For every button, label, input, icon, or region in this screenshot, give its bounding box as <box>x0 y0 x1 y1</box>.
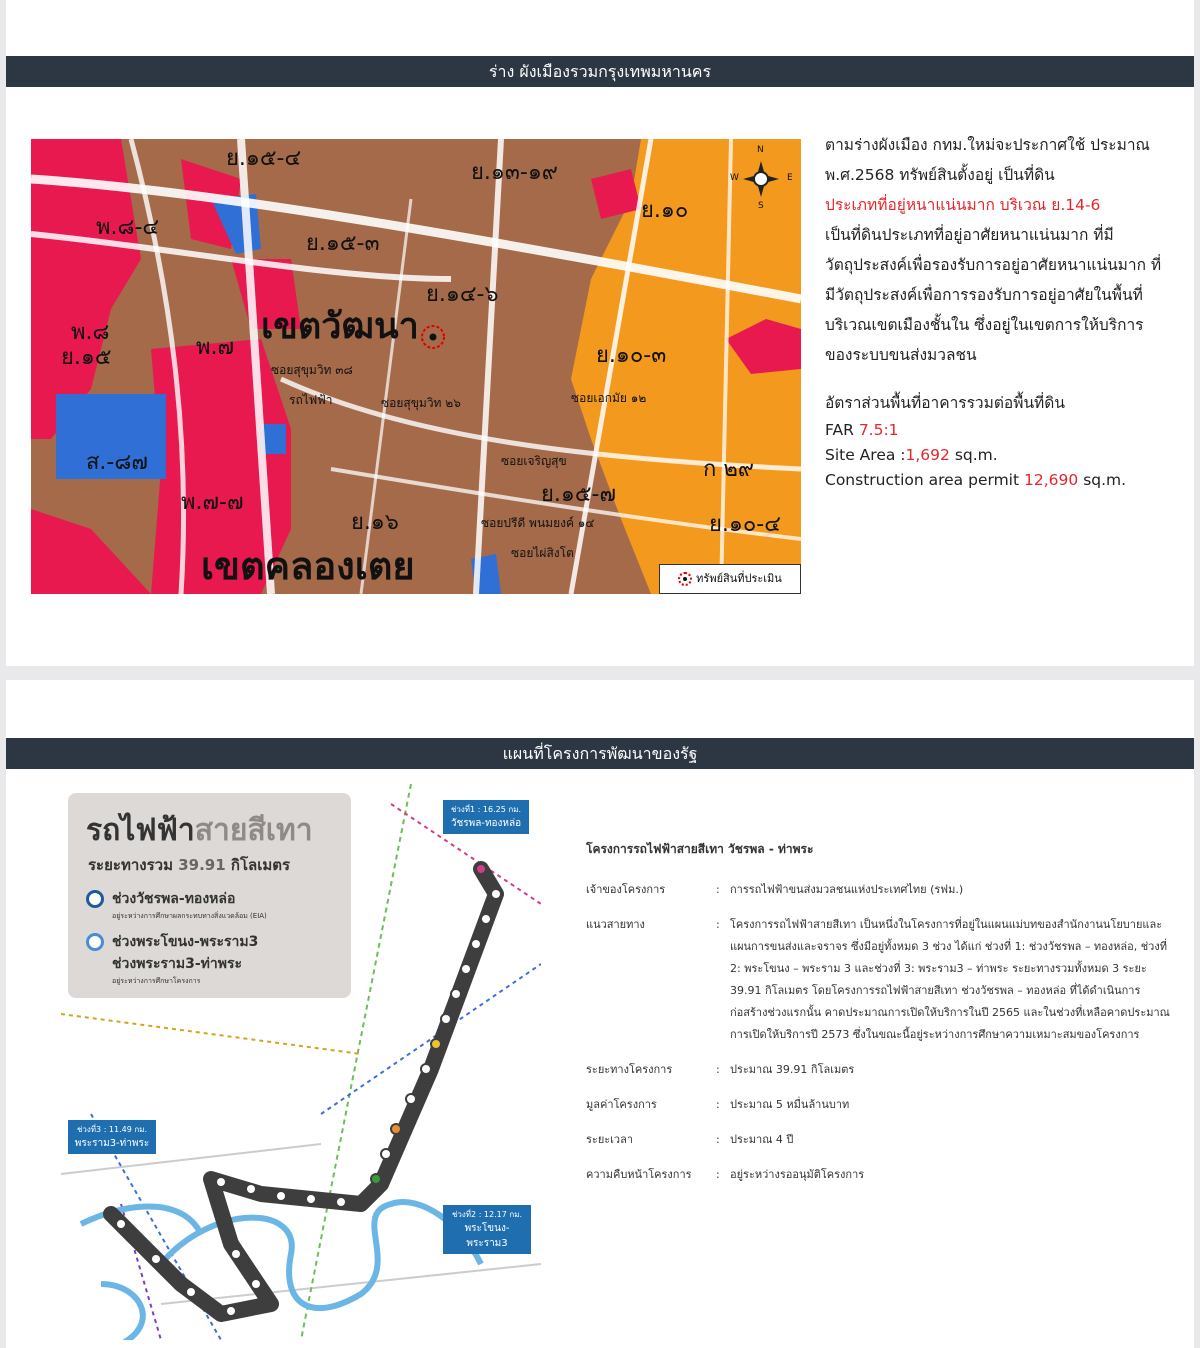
info-text: เป็นที่ดินประเภทที่อยู่อาศัยหนาแน่นมาก ที่มีวัตถุประสงค์เพื่อรองรับการอยู่อาศัยหนาแน่นมาก ที่มีวัตถุประสงค์เพื่อการรองรับการอยู่อาศัยในพื้นที่บริเวณเขตเมืองชั้นใน ซึ่งอยู่ในเขตการให้บริการของระบบขนส่งมวลชน <box>825 226 1162 364</box>
page-zoning <box>6 0 1194 666</box>
construction-unit: sq.m. <box>1083 471 1127 489</box>
detail-key: ระยะทางโครงการ <box>586 1063 673 1076</box>
info-text: ตามร่างผังเมือง กทม.ใหม่จะประกาศใช้ ประมาณ พ.ศ.2568 ทรัพย์สินตั้งอยู่ เป็นที่ดิน <box>825 136 1150 184</box>
phase-note: อยู่ระหว่างการศึกษาผลกระทบทางสิ่งแวดล้อม (EIA) <box>112 912 267 920</box>
callout-line: ช่วงที่1 : 16.25 กม. <box>450 805 522 814</box>
phase3-callout <box>68 1120 156 1154</box>
road-label: ซอยสุขุมวิท ๒๖ <box>381 396 461 410</box>
distance-value: 39.91 <box>178 856 226 874</box>
construction-label: Construction area permit <box>825 471 1020 489</box>
road-label: ซอยเอกมัย ๑๒ <box>571 391 647 405</box>
zone-label: ย.๑๖ <box>351 510 399 535</box>
detail-key: ความคืบหน้าโครงการ <box>586 1168 692 1181</box>
line-distance <box>88 853 290 877</box>
callout-line: พระโขนง-พระราม3 <box>464 1223 510 1249</box>
zone-label: ย.๑๐-๓ <box>596 343 667 368</box>
detail-value: โครงการรถไฟฟ้าสายสีเทา เป็นหนึ่งในโครงการที่อยู่ในแผนแม่บทของสำนักงานนโยบายและแผนการขนส่งและจราจร ซึ่งมีอยู่ทั้งหมด 3 ช่วง ได้แก่ ช่วงที่ 1: ช่วงวัชรพล – ทองหล่อ, ช่วงที่ 2: พระโขนง – พระราม 3 และช่วงที่ 3: พระราม3 – ท่าพระ ระยะทางรวมทั้งหมด 3 ระยะ 39.91 กิโลเมตร โดยโครงการรถไฟฟ้าสายสีเทา ช่วงวัชรพล – ทองหล่อ ที่ได้ดำเนินการก่อสร้างช่วงแรกนั้น คาดประมาณการเปิดให้บริการในปี 2565 และในช่วงที่เหลือคาดประมาณการเปิดให้บริการปี 2573 ซึ่งในขณะนี้อยู่ระหว่างการศึกษาความเหมาะสมของโครงการ <box>730 918 1170 1041</box>
section-heading: แผนที่โครงการพัฒนาของรัฐ <box>6 738 1194 769</box>
compass-w: W <box>730 173 739 183</box>
detail-value: ประมาณ 5 หมื่นล้านบาท <box>730 1098 850 1111</box>
road-label: รถไฟฟ้า <box>289 393 333 407</box>
phase-ring-icon <box>86 890 104 908</box>
road-label: ซอยปรีดี พนมยงค์ ๑๔ <box>481 516 595 530</box>
zone-label: ย.๑๕-๔ <box>226 146 302 171</box>
site-label: Site Area : <box>825 446 906 464</box>
project-title: โครงการรถไฟฟ้าสายสีเทา วัชรพล - ท่าพระ <box>586 842 814 856</box>
road-label: ซอยสุขุมวิท ๓๘ <box>271 363 353 377</box>
phase-item <box>86 931 258 987</box>
project-details <box>586 840 1171 1199</box>
line-title-gray: สายสีเทา <box>194 813 313 848</box>
detail-row: ระยะทางโครงการ : ประมาณ 39.91 กิโลเมตร <box>586 1059 1171 1081</box>
phase-label: ช่วงวัชรพล-ทองหล่อ <box>112 891 236 907</box>
district-label: เขตคลองเตย <box>201 544 415 588</box>
phase1-callout <box>443 800 529 834</box>
line-title-dark: รถไฟฟ้า <box>86 813 195 848</box>
zone-label: ย.๑๐-๔ <box>709 512 781 537</box>
compass-e: E <box>787 173 793 183</box>
detail-row: ระยะเวลา : ประมาณ 4 ปี <box>586 1129 1171 1151</box>
distance-unit: กิโลเมตร <box>230 856 291 874</box>
phase-note: อยู่ระหว่างการศึกษาโครงการ <box>112 977 201 985</box>
phase-item <box>86 888 267 922</box>
zone-label: ย.๑๓-๑๙ <box>471 160 558 185</box>
detail-key: มูลค่าโครงการ <box>586 1098 657 1111</box>
map-legend <box>659 564 801 594</box>
compass-s: S <box>758 201 764 211</box>
callout-line: ช่วงที่3 : 11.49 กม. <box>76 1125 148 1134</box>
detail-row: มูลค่าโครงการ : ประมาณ 5 หมื่นล้านบาท <box>586 1094 1171 1116</box>
zoning-map <box>31 139 801 594</box>
detail-row: แนวสายทาง : โครงการรถไฟฟ้าสายสีเทา เป็นหนึ่งในโครงการที่อยู่ในแผนแม่บทของสำนักงานนโยบายและแผนการขนส่งและจราจร ซึ่งมีอยู่ทั้งหมด 3 ช่วง ได้แก่ ช่วงที่ 1: ช่วงวัชรพล – ทองหล่อ, ช่วงที่ 2: พระโขนง – พระราม 3 และช่วงที่ 3: พระราม3 – ท่าพระ ระยะทางรวมทั้งหมด 3 ระยะ 39.91 กิโลเมตร โดยโครงการรถไฟฟ้าสายสีเทา ช่วงวัชรพล – ทองหล่อ ที่ได้ดำเนินการก่อสร้างช่วงแรกนั้น คาดประมาณการเปิดให้บริการในปี 2565 และในช่วงที่เหลือคาดประมาณการเปิดให้บริการปี 2573 ซึ่งในขณะนี้อยู่ระหว่างการศึกษาความเหมาะสมของโครงการ <box>586 914 1171 1046</box>
callout-line: พระราม3-ท่าพระ <box>74 1138 150 1149</box>
road-label: ซอยไผ่สิงโต <box>511 546 574 560</box>
property-marker-icon <box>678 572 692 586</box>
construction-line <box>825 468 1165 493</box>
grey-line-info-box <box>68 793 351 998</box>
distance-prefix: ระยะทางรวม <box>88 856 173 874</box>
construction-value: 12,690 <box>1024 471 1079 489</box>
site-value: 1,692 <box>905 446 950 464</box>
zone-label: พ.๗-๗ <box>181 490 244 515</box>
zone-label: พ.๘ <box>71 320 110 345</box>
zone-label: ย.๑๔-๖ <box>426 282 499 307</box>
ratio-label: อัตราส่วนพื้นที่อาคารรวมต่อพื้นที่ดิน <box>825 394 1065 412</box>
far-line <box>825 418 1165 443</box>
line-title <box>86 807 313 854</box>
callout-line: ช่วงที่2 : 12.17 กม. <box>451 1210 523 1219</box>
detail-value: อยู่ระหว่างรออนุมัติโครงการ <box>730 1168 865 1181</box>
zone-label: ย.๑๕-๗ <box>541 482 616 507</box>
compass-n: N <box>757 145 764 155</box>
detail-value: ประมาณ 4 ปี <box>730 1133 794 1146</box>
zone-label: พ.๗ <box>196 335 235 360</box>
detail-row: เจ้าของโครงการ : การรถไฟฟ้าขนส่งมวลชนแห่งประเทศไทย (รฟม.) <box>586 879 1171 901</box>
zone-label: ย.๑๕ <box>61 345 112 370</box>
zone-label: ย.๑๕-๓ <box>306 231 380 256</box>
detail-row: ความคืบหน้าโครงการ : อยู่ระหว่างรออนุมัติโครงการ <box>586 1164 1171 1186</box>
phase-label: ช่วงพระราม3-ท่าพระ <box>112 956 242 972</box>
phase-label: ช่วงพระโขนง-พระราม3 <box>112 934 259 950</box>
far-value: 7.5:1 <box>858 421 899 439</box>
detail-key: เจ้าของโครงการ <box>586 883 666 896</box>
callout-line: วัชรพล-ทองหล่อ <box>450 818 522 829</box>
zone-highlight: ประเภทที่อยู่หนาแน่นมาก บริเวณ ย.14-6 <box>825 196 1101 214</box>
zoning-info <box>825 130 1165 493</box>
phase-ring-icon <box>86 933 104 951</box>
page-gov-projects <box>6 680 1194 1348</box>
phase2-callout <box>443 1205 531 1254</box>
site-unit: sq.m. <box>954 446 998 464</box>
detail-value: ประมาณ 39.91 กิโลเมตร <box>730 1063 855 1076</box>
detail-key: แนวสายทาง <box>586 918 645 931</box>
legend-label: ทรัพย์สินที่ประเมิน <box>696 572 782 585</box>
detail-value: การรถไฟฟ้าขนส่งมวลชนแห่งประเทศไทย (รฟม.) <box>730 883 964 896</box>
info-paragraph <box>825 130 1165 370</box>
zone-label: ส.-๘๗ <box>86 450 148 475</box>
detail-key: ระยะเวลา <box>586 1133 634 1146</box>
zone-label: ย.๑๐ <box>641 198 689 223</box>
site-line <box>825 443 1165 468</box>
section-heading: ร่าง ผังเมืองรวมกรุงเทพมหานคร <box>6 56 1194 87</box>
road-label: ซอยเจริญสุข <box>501 454 567 468</box>
zone-label: ก ๒๙ <box>703 457 754 482</box>
district-label: เขตวัฒนา <box>261 306 419 347</box>
far-label: FAR <box>825 421 854 439</box>
zone-label: พ.๘-๔ <box>96 215 160 240</box>
